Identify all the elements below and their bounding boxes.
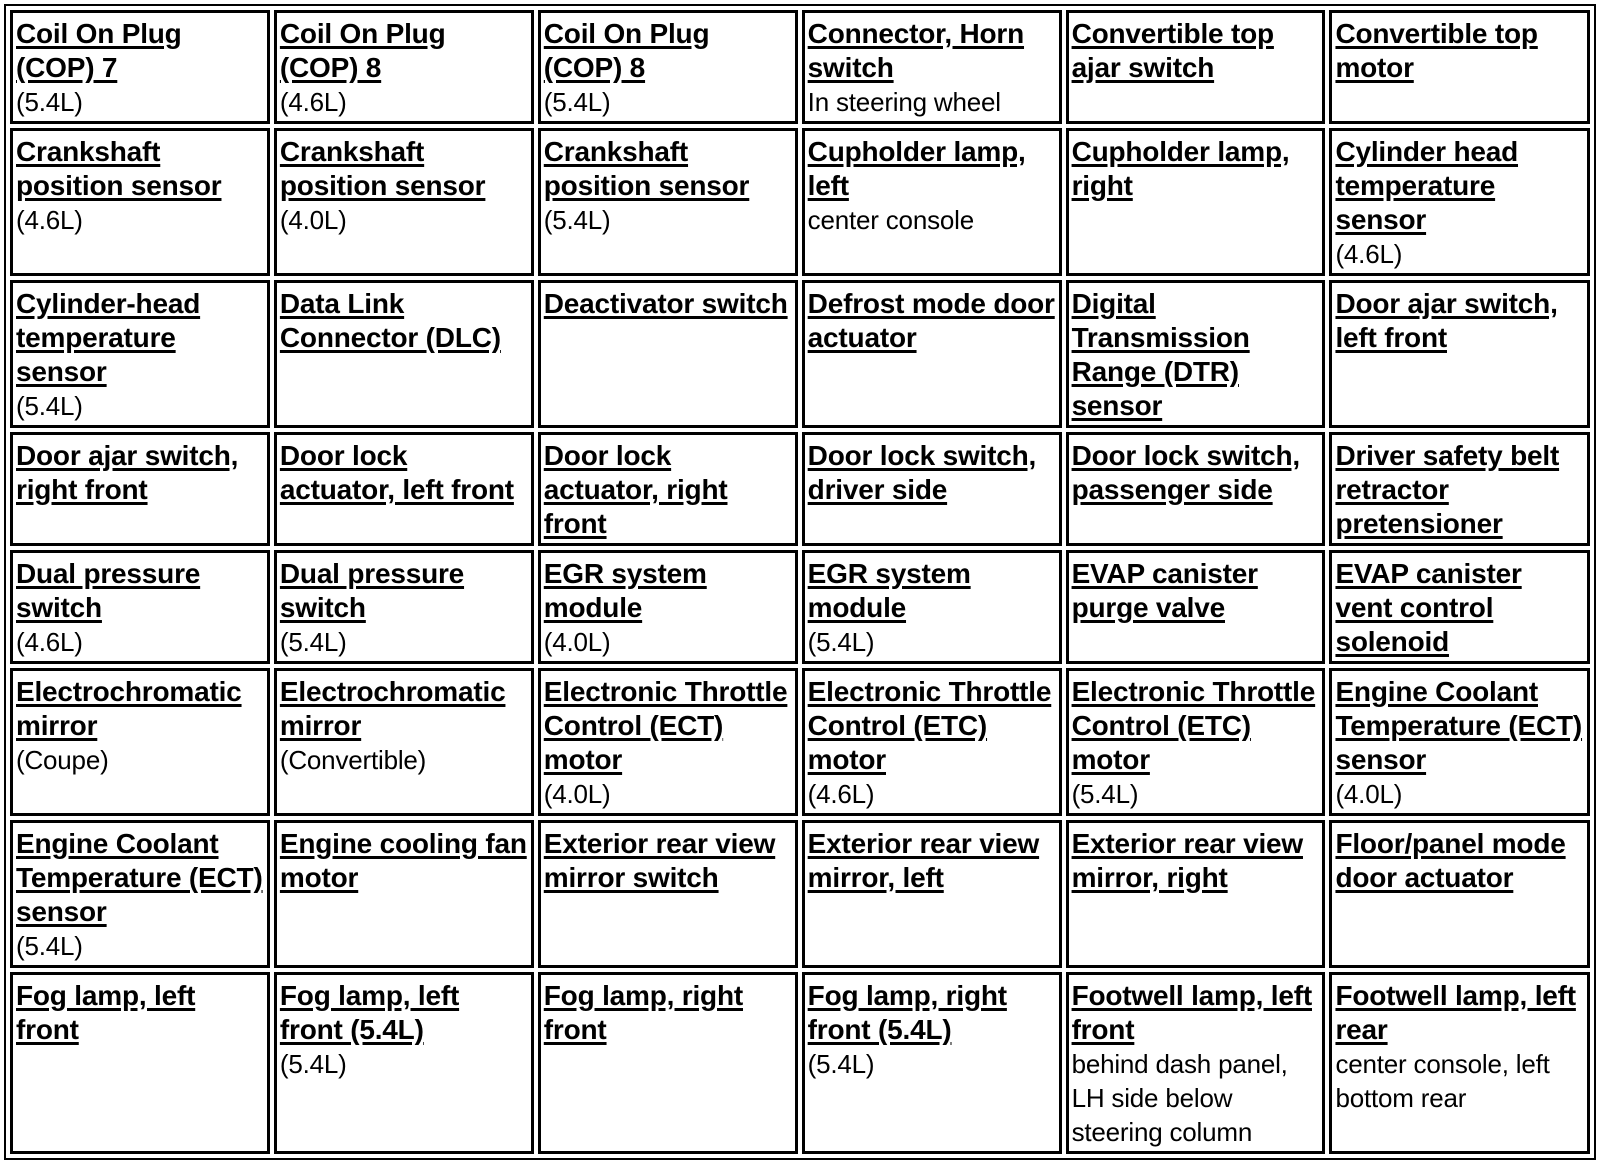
table-row: [10, 432, 1590, 546]
component-link[interactable]: Fog lamp, right front (5.4L): [807, 980, 1007, 1045]
table-cell: [10, 820, 270, 968]
table-cell: [10, 550, 270, 664]
component-location-note: center console: [807, 205, 974, 235]
table-cell: [1066, 10, 1326, 124]
table-row: [10, 550, 1590, 664]
table-cell: [538, 550, 798, 664]
component-location-note: (4.6L): [16, 205, 83, 235]
table-cell: [10, 432, 270, 546]
component-link[interactable]: Dual pressure switch: [16, 558, 201, 623]
component-link[interactable]: Crankshaft position sensor: [543, 136, 750, 201]
table-cell: [10, 280, 270, 428]
table-cell: [802, 668, 1062, 816]
table-cell: [274, 280, 534, 428]
table-cell: [274, 10, 534, 124]
table-cell: [538, 820, 798, 968]
component-link[interactable]: Engine cooling fan motor: [279, 828, 527, 893]
table-cell: [1066, 820, 1326, 968]
component-link[interactable]: Crankshaft position sensor: [279, 136, 486, 201]
component-link[interactable]: Exterior rear view mirror, right: [1071, 828, 1303, 893]
table-cell: [10, 972, 270, 1154]
component-location-note: (Convertible): [279, 745, 427, 775]
component-link[interactable]: Fog lamp, right front: [543, 980, 743, 1045]
table-body: [10, 10, 1590, 1154]
table-cell: [1066, 550, 1326, 664]
component-link[interactable]: Convertible top motor: [1335, 18, 1538, 83]
component-link[interactable]: Electronic Throttle Control (ECT) motor: [543, 676, 788, 775]
component-link[interactable]: Electronic Throttle Control (ETC) motor: [807, 676, 1052, 775]
table-cell: [1329, 280, 1590, 428]
table-cell: [538, 432, 798, 546]
component-link[interactable]: Cylinder head temperature sensor: [1335, 136, 1519, 235]
component-location-note: (4.0L): [543, 779, 611, 809]
component-link[interactable]: Crankshaft position sensor: [16, 136, 222, 201]
component-link[interactable]: Cupholder lamp, right: [1071, 136, 1290, 201]
component-link[interactable]: Door lock actuator, left front: [279, 440, 514, 505]
table-cell: [10, 668, 270, 816]
table-cell: [1329, 432, 1590, 546]
component-link[interactable]: Door lock actuator, right front: [543, 440, 728, 539]
component-link[interactable]: Door lock switch, driver side: [807, 440, 1037, 505]
table-row: [10, 668, 1590, 816]
table-cell: [10, 10, 270, 124]
table-cell: [274, 432, 534, 546]
component-location-note: (5.4L): [543, 205, 611, 235]
table-row: [10, 280, 1590, 428]
component-link[interactable]: Digital Transmission Range (DTR) sensor: [1071, 288, 1250, 421]
component-location-note: (5.4L): [16, 931, 83, 961]
table-cell: [538, 280, 798, 428]
component-link[interactable]: Engine Coolant Temperature (ECT) sensor: [16, 828, 263, 927]
component-link[interactable]: Fog lamp, left front: [16, 980, 196, 1045]
table-row: [10, 972, 1590, 1154]
component-location-note: (4.6L): [279, 87, 347, 117]
table-cell: [1066, 972, 1326, 1154]
table-cell: [802, 128, 1062, 276]
component-link[interactable]: Defrost mode door actuator: [807, 288, 1055, 353]
component-link[interactable]: Deactivator switch: [543, 288, 788, 319]
component-link[interactable]: Fog lamp, left front (5.4L): [279, 980, 460, 1045]
component-link[interactable]: Floor/panel mode door actuator: [1335, 828, 1566, 893]
component-location-note: (5.4L): [279, 1049, 347, 1079]
table-row: [10, 820, 1590, 968]
table-row: [10, 10, 1590, 124]
table-cell: [274, 128, 534, 276]
table-cell: [802, 432, 1062, 546]
table-cell: [274, 550, 534, 664]
component-link[interactable]: EVAP canister purge valve: [1071, 558, 1258, 623]
component-location-note: (5.4L): [1071, 779, 1139, 809]
table-cell: [802, 10, 1062, 124]
component-location-note: (Coupe): [16, 745, 109, 775]
table-cell: [802, 820, 1062, 968]
component-link[interactable]: Coil On Plug (COP) 7: [16, 18, 182, 83]
component-link[interactable]: Cupholder lamp, left: [807, 136, 1026, 201]
table-cell: [1329, 550, 1590, 664]
component-location-note: (5.4L): [16, 391, 83, 421]
component-location-note: (4.6L): [807, 779, 875, 809]
component-location-note: In steering wheel: [807, 87, 1001, 117]
component-link[interactable]: Electrochromatic mirror: [279, 676, 506, 741]
component-link[interactable]: EGR system module: [807, 558, 971, 623]
component-location-note: (5.4L): [807, 627, 875, 657]
component-location-note: (5.4L): [807, 1049, 875, 1079]
table-cell: [1066, 668, 1326, 816]
component-link[interactable]: Engine Coolant Temperature (ECT) sensor: [1335, 676, 1583, 775]
component-link[interactable]: Electronic Throttle Control (ETC) motor: [1071, 676, 1316, 775]
table-cell: [1329, 10, 1590, 124]
table-cell: [802, 550, 1062, 664]
component-index-table: [4, 4, 1596, 1160]
table-cell: [274, 668, 534, 816]
component-location-note: (4.6L): [16, 627, 83, 657]
table-cell: [1329, 128, 1590, 276]
table-cell: [538, 668, 798, 816]
component-link[interactable]: Coil On Plug (COP) 8: [543, 18, 710, 83]
component-link[interactable]: Driver safety belt retractor pretensioner: [1335, 440, 1560, 539]
table-cell: [1066, 280, 1326, 428]
table-cell: [1066, 128, 1326, 276]
component-location-note: (4.6L): [1335, 239, 1403, 269]
component-location-note: (4.0L): [279, 205, 347, 235]
table-cell: [538, 10, 798, 124]
component-link[interactable]: Convertible top ajar switch: [1071, 18, 1274, 83]
component-location-note: (4.0L): [543, 627, 611, 657]
component-link[interactable]: Footwell lamp, left front: [1071, 980, 1312, 1045]
table-cell: [1329, 668, 1590, 816]
component-link[interactable]: EVAP canister vent control solenoid: [1335, 558, 1522, 657]
component-location-note: (5.4L): [16, 87, 83, 117]
component-location-note: (5.4L): [543, 87, 611, 117]
table-cell: [274, 972, 534, 1154]
component-link[interactable]: Footwell lamp, left rear: [1335, 980, 1576, 1045]
table-cell: [538, 972, 798, 1154]
component-link[interactable]: Coil On Plug (COP) 8: [279, 18, 446, 83]
component-link[interactable]: Door ajar switch, right front: [16, 440, 239, 505]
component-location-note: (5.4L): [279, 627, 347, 657]
table-row: [10, 128, 1590, 276]
table-cell: [1329, 972, 1590, 1154]
component-link[interactable]: Electrochromatic mirror: [16, 676, 242, 741]
component-location-note: (4.0L): [1335, 779, 1403, 809]
table-cell: [274, 820, 534, 968]
table-cell: [10, 128, 270, 276]
component-link[interactable]: EGR system module: [543, 558, 707, 623]
table-cell: [1329, 820, 1590, 968]
table-cell: [538, 128, 798, 276]
component-link[interactable]: Door lock switch, passenger side: [1071, 440, 1300, 505]
component-link[interactable]: Data Link Connector (DLC): [279, 288, 501, 353]
component-link[interactable]: Cylinder-head temperature sensor: [16, 288, 201, 387]
component-link[interactable]: Exterior rear view mirror switch: [543, 828, 776, 893]
component-link[interactable]: Connector, Horn switch: [807, 18, 1025, 83]
component-link[interactable]: Dual pressure switch: [279, 558, 465, 623]
table-cell: [802, 972, 1062, 1154]
component-location-note: behind dash panel, LH side below steering column: [1071, 1049, 1288, 1147]
component-location-note: center console, left bottom rear: [1335, 1049, 1550, 1113]
table-cell: [802, 280, 1062, 428]
component-link[interactable]: Exterior rear view mirror, left: [807, 828, 1040, 893]
component-link[interactable]: Door ajar switch, left front: [1335, 288, 1558, 353]
table-cell: [1066, 432, 1326, 546]
